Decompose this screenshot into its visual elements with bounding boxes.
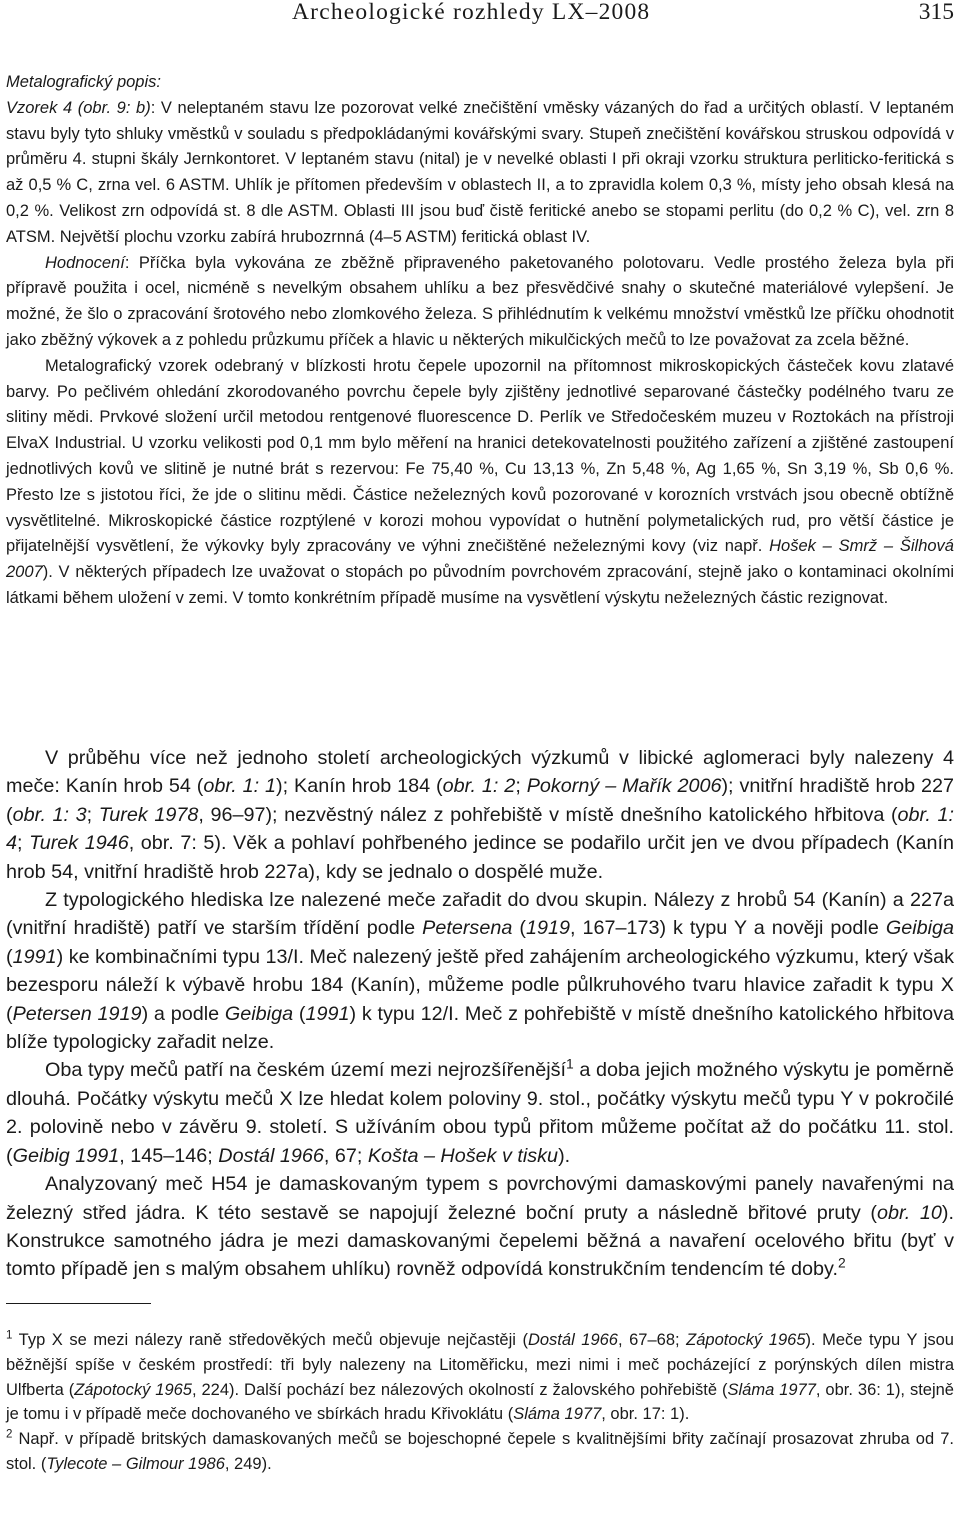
italic-citation: Dostál 1966 (527, 1331, 618, 1349)
text-run: , obr. 36: 1), stejně je tomu i v případě meče dochovaného ve sbírkách hradu Křivoklátu ( (6, 1380, 954, 1424)
italic-citation: obr. 1: 3 (12, 803, 87, 826)
text-run: ). (558, 1144, 571, 1167)
text-run: ; (17, 832, 30, 855)
italic-citation: Hodnocení (45, 253, 125, 272)
footnote-marker: 1 (566, 1055, 574, 1072)
text-run: Např. v případě britských damaskovaných mečů se bojeschopné čepele s kvalitnějšími břity začínají prosazovat zhruba od 7. stol. ( (6, 1430, 954, 1473)
italic-citation: Košta – Hošek v tisku (367, 1144, 559, 1167)
text-run: ); vnitřní hradiště hrob 227 ( (6, 775, 955, 826)
footnote-marker: 1 (6, 1329, 13, 1342)
text-run: Metalografický vzorek odebraný v blízkosti hrotu čepele upozornil na přítomnost mikroskopických částeček kovu zlatavé barvy. Po pečlivém ohledání zkorodovaného povrchu čepele byly zjištěny jednotlivé separované částečky podélného tvaru ze slitiny mědi. Prvkové složení určil metodou rentgenové fluorescence D. Perlík ve Středočeském muzeu v Roztokách na přístroji ElvaX Industrial. U vzorku velikosti pod 0,1 mm bylo měření na hranici detekovatelnosti použitého zařízení a zjištěné zastoupení jednotlivých kovů ve slitině je nutné brát s rezervou: Fe 75,40 %, Cu 13,13 %, Zn 5,48 %, Ag 1,65 %, Sn 3,19 %, Sb 0,6 %. Přesto lze s jistotou říci, že jde o slitinu mědi. Částice neželezných kovů pozorované v korozních vrstvách jsou obecně obtížně vysvětlitelné. Mikroskopické částice rozptýlené v korozi mohou vypovídat o hutnění polymetalických rud, pro větší částice je přijatelnější vysvětlení, že výkovky byly zpracovány ve výhni znečištěné neželeznými kovy (viz např. (6, 356, 954, 556)
text-run: Oba typy mečů patří na českém území mezi nejrozšířenější (45, 1059, 567, 1082)
footnote-2 (6, 1427, 954, 1477)
text-run: ). V některých případech lze uvažovat o stopách po původním povrchovém zpracování, stejně jako o kontaminaci okolními látkami během uložení v zemi. V tomto konkrétním případě musíme na vysvětlení výskytu neželezných částic rezignovat. (6, 563, 954, 607)
text-run: ; (86, 803, 99, 826)
xrf-paragraph (6, 354, 954, 612)
text-run: ( (293, 1002, 306, 1025)
text-run: Typ X se mezi nálezy raně středověkých mečů objevuje nejčastěji ( (12, 1331, 528, 1349)
body-paragraph (6, 744, 954, 886)
italic-citation: Tylecote – Gilmour 1986 (46, 1454, 225, 1473)
footnote-1 (6, 1328, 954, 1427)
evaluation-paragraph (6, 251, 954, 354)
text-run: Analyzovaný meč H54 je damaskovaným typem s povrchovými damaskovými panely navařenými na železný střed jádra. K této sestavě se napojují železné boční pruty a následně břitové pruty ( (6, 1173, 954, 1224)
text-run: , 145–146; (119, 1144, 219, 1167)
body-paragraph (6, 1056, 954, 1170)
italic-citation: Petersen 1919 (12, 1002, 142, 1025)
text-run: ) k typu 12/I. Meč z pohřebiště v místě dnešního katolického hřbitova blíže typologicky zařadit nelze. (6, 1002, 954, 1054)
text-run: a doba jejich možného výskytu je poměrně dlouhá. Počátky výskytu mečů X lze hledat kolem poloviny 9. stol., počátky výskytu mečů typu Y v pokročilé 2. polovině nebo v závěru 9. století. S užíváním obou typů přitom můžeme počítat až do počátku 11. stol. ( (6, 1059, 954, 1167)
text-run: ) ke kombinačními typu 13/I. Meč nalezený ještě před zahájením archeologického výzkumu, který však bezesporu náleží k výbavě hrobu 184 (Kanín), můžeme podle půlkruhového tvaru hlavice zařadit k typu X ( (6, 945, 954, 1025)
text-run: ; (515, 775, 527, 798)
italic-citation: 1991 (12, 945, 57, 968)
italic-citation: Dostál 1966 (218, 1144, 324, 1167)
italic-citation: Zápotocký 1965 (686, 1331, 806, 1349)
text-run: V průběhu více než jednoho století archeologických výzkumů v libické aglomeraci byly nalezeny 4 meče: Kanín hrob 54 ( (6, 747, 954, 798)
text-run: , 67; (323, 1144, 368, 1167)
italic-citation: obr. 1: 4 (6, 803, 954, 855)
journal-page (6, 0, 954, 1513)
italic-citation: Zápotocký 1965 (74, 1380, 192, 1399)
italic-citation: obr. 1: 2 (442, 775, 516, 798)
italic-citation: Pokorný – Mařík 2006 (526, 775, 722, 798)
text-run: : Příčka byla vykována ze zběžně připraveného paketovaného polotovaru. Vedle prostého železa byla při přípravě použita i ocel, nicméně s nevelkým obsahem uhlíku a bez přesvědčivé snahy o skutečné materiálové vylepšení. Je možné, že šlo o zpracování šrotového nebo zlomkového železa. S přihlédnutím k velkému množství vměstků lze příčku ohodnotit jako zběžný výkovek a z pohledu průzkumu příček a hlavic u některých mikulčických mečů to lze považovat za zcela běžné. (6, 253, 954, 349)
body-paragraph (6, 886, 954, 1056)
italic-citation: obr. 10 (876, 1201, 942, 1224)
italic-citation: Petersena (422, 917, 513, 940)
italic-citation: Geibiga (885, 917, 955, 940)
italic-citation: Turek 1978 (98, 803, 199, 826)
italic-citation: Geibiga (224, 1002, 294, 1025)
italic-citation: Geibig 1991 (12, 1144, 120, 1167)
footnote-marker: 2 (837, 1254, 846, 1271)
body-paragraph (6, 1170, 954, 1284)
text-run: , 96–97); nezvěstný nález z pohřebiště v místě dnešního katolického hřbitova ( (198, 803, 898, 826)
italic-citation: Turek 1946 (29, 832, 129, 855)
footnotes (6, 1328, 954, 1477)
text-run: : V neleptaném stavu lze pozorovat velké znečištění vměsky vázaných do řad a určitých oblastí. V leptaném stavu byly tyto shluky vměstků v souladu s předpokládanými kovářskými svary. Stupeň znečištění kovářskou struskou odpovídá v průměru 4. stupni škály Jernkontoret. V leptaném stavu (nital) je v nevelké oblasti I při okraji vzorku struktura perliticko-feritická s až 0,5 % C, zrna vel. 6 ASTM. Uhlík je přítomen především v oblastech II, a to zpravidla kolem 0,3 %, místy jeho obsah klesá na 0,2 %. Velikost zrn odpovídá st. 8 dle ASTM. Oblasti III jsou buď čistě feritické anebo se stopami perlitu (do 0,2 % C), vel. zrn 8 ATSM. Největší plochu vzorku zabírá hrubozrnná (4–5 ASTM) feritická oblast IV. (6, 98, 954, 246)
text-run: ( (6, 945, 13, 968)
main-text (6, 744, 954, 1284)
footnote-marker: 2 (6, 1428, 13, 1441)
italic-citation: 1991 (305, 1002, 350, 1025)
text-run: ); Kanín hrob 184 ( (276, 775, 443, 798)
sample-description (6, 96, 954, 251)
page-number: 315 (918, 0, 954, 25)
italic-citation: 1919 (525, 917, 570, 940)
italic-citation: Hošek – Smrž – Šilhová 2007 (6, 537, 954, 582)
text-run: , obr. 7: 5). Věk a pohlaví pohřbeného jedince se podařilo určit jen ve dvou případech (Kanín hrob 54, vnitřní hradiště hrob 227a), kdy se jednalo o dospělé muže. (6, 832, 954, 883)
italic-citation: obr. 1: 1 (203, 775, 277, 798)
text-run: ( (512, 917, 526, 940)
italic-citation: Sláma 1977 (513, 1405, 602, 1424)
journal-title: Archeologické rozhledy LX–2008 (292, 0, 651, 25)
text-run: ) a podle (141, 1002, 225, 1025)
text-run: ). Konstrukce samotného jádra je mezi damaskovanými čepelemi běžná a navaření ocelového břitu (byť v tomto případě jen s malým obsahem uhlíku) rovněž odpovídá konstrukčním tendencím té doby. (6, 1201, 954, 1281)
text-run: Z typologického hlediska lze nalezené meče zařadit do dvou skupin. Nálezy z hrobů 54 (Kanín) a 227a (vnitřní hradiště) patří ve starším třídění podle (6, 889, 954, 940)
text-run: , 167–173) k typu Y a nověji podle (569, 917, 886, 940)
text-run: , obr. 17: 1). (601, 1405, 690, 1424)
metallography-section (6, 70, 954, 612)
running-header (6, 0, 954, 26)
footnote-divider (6, 1303, 151, 1304)
text-run: , 224). Další pochází bez nálezových okolností z žalovského pohřebiště ( (191, 1380, 728, 1399)
italic-citation: Vzorek 4 (obr. 9: b) (6, 98, 151, 117)
metallography-heading: Metalografický popis: (6, 73, 161, 91)
text-run: ). Meče typu Y jsou běžnější spíše v českém prostředí: tři byly nalezeny na Litoměřicku, mezi nimi i meč pocházející z porýnských dílen mistra Ulfberta ( (6, 1331, 954, 1399)
text-run: , 249). (224, 1454, 272, 1473)
text-run: , 67–68; (618, 1331, 687, 1349)
italic-citation: Sláma 1977 (727, 1380, 816, 1399)
